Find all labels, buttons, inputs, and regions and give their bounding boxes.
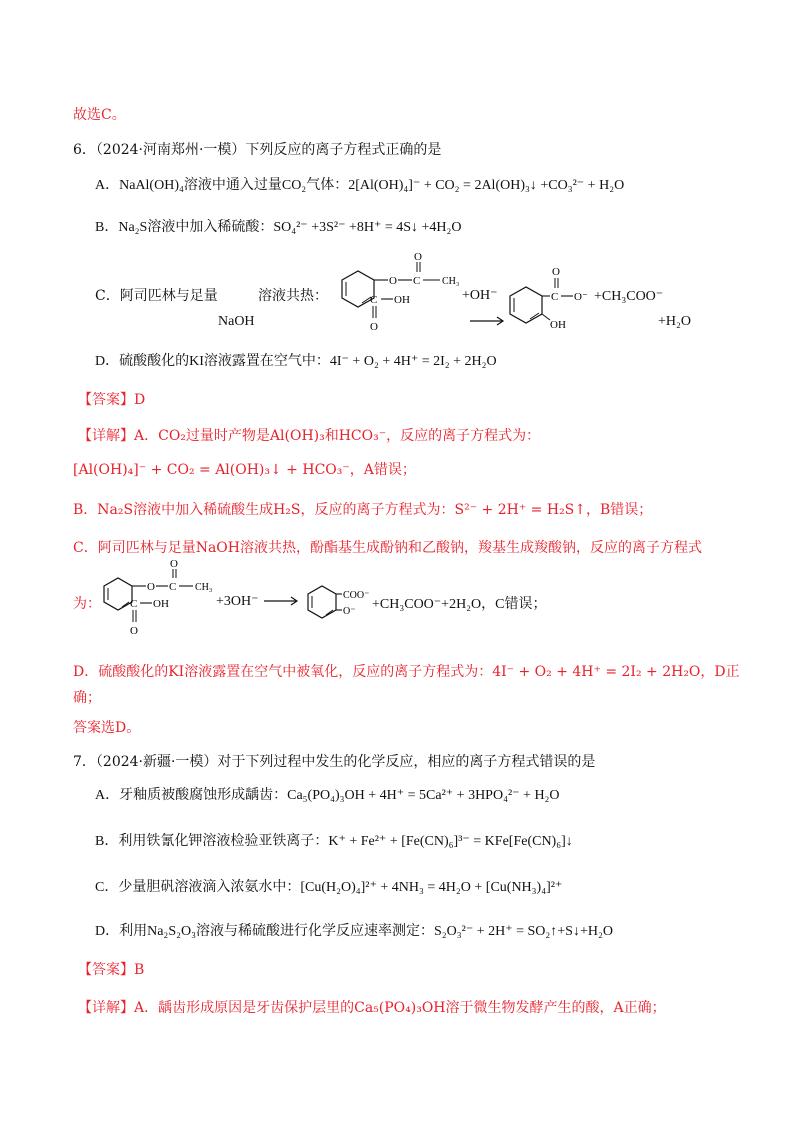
text-line: 故选C。: [73, 107, 126, 123]
salicylate-product-structure: [500, 262, 600, 334]
struct-o3: O: [130, 625, 138, 637]
aspirin-structure: [322, 250, 462, 340]
struct-ch3: CH₃: [195, 582, 213, 593]
q7-option-c: C．少量胆矾溶液滴入浓氨水中：[Cu(H₂O)₄]²⁺ + 4NH₃ = 4H₂O + [Cu(NH₃)₄]²⁺: [95, 880, 563, 895]
answer-select: 答案选D。: [73, 720, 141, 736]
struct-o-minus: O⁻: [574, 291, 588, 303]
q7-option-b: B．利用铁氰化钾溶液检验亚铁离子：K⁺ + Fe²⁺ + [Fe(CN)₆]³⁻ = KFe[Fe(CN)₆]↓: [95, 834, 573, 849]
struct-c: C: [169, 581, 177, 593]
option-c-label: C．阿司匹林与足量: [95, 288, 218, 304]
detail-6-c: C．阿司匹林与足量NaOH溶液共热，酚酯基生成酚钠和乙酸钠，羧基生成羧酸钠，反应的离子方程式: [73, 540, 702, 556]
struct-c2: C: [130, 598, 138, 610]
detail-6-a-equation: [Al(OH)₄]⁻ + CO₂ = Al(OH)₃↓ + HCO₃⁻，A错误；: [73, 462, 416, 478]
struct-o: O: [552, 266, 560, 278]
struct-ch3: CH₃: [442, 276, 460, 287]
answer-7: 【答案】B: [78, 962, 145, 978]
detail-6-c-products-text: +CH₃COO⁻+2H₂O，C错误；: [372, 597, 547, 612]
question-7-title: 7．（2024·新疆·一模）对于下列过程中发生的化学反应，相应的离子方程式错误的是: [73, 754, 596, 770]
detail-6-c-prefix: 为：: [73, 596, 101, 612]
detail-6-b: B．Na₂S溶液中加入稀硫酸生成H₂S，反应的离子方程式为：S²⁻ + 2H⁺ = H₂S↑，B错误；: [73, 502, 653, 518]
struct-oh: OH: [550, 319, 566, 331]
struct-coo-minus: COO⁻: [343, 590, 370, 601]
struct-oh: OH: [394, 294, 410, 306]
option-b: B．Na₂S溶液中加入稀硫酸：SO₄²⁻ +3S²⁻ +8H⁺ = 4S↓ +4H₂O: [95, 220, 462, 235]
struct-oh: OH: [153, 598, 169, 610]
struct-o2: O: [170, 558, 178, 570]
detail-6-c-products: [372, 594, 547, 615]
detail-6-a: 【详解】A．CO₂过量时产物是Al(OH)₃和HCO₃⁻，反应的离子方程式为：: [78, 428, 541, 444]
option-c-naoh: NaOH: [218, 314, 255, 329]
detail-6-d-cont: 确；: [73, 690, 101, 706]
detail-product-structure: [302, 576, 372, 626]
option-d: D．硫酸酸化的KI溶液露置在空气中：4I⁻ + O₂ + 4H⁺ = 2I₂ + 2H₂O: [95, 354, 497, 369]
struct-o3: O: [370, 321, 378, 333]
option-c-water: +H₂O: [658, 314, 691, 329]
struct-c: C: [551, 291, 559, 303]
answer-6: 【答案】D: [78, 392, 146, 408]
option-c-mid: 溶液共热：: [258, 288, 328, 304]
struct-o: O: [389, 275, 397, 287]
detail-aspirin-structure: [96, 558, 218, 642]
option-c-oh: +OH⁻: [462, 288, 498, 303]
option-a: A．NaAl(OH)₄溶液中通入过量CO₂气体：2[Al(OH)₄]⁻ + CO₂ = 2Al(OH)₃↓ +CO₃²⁻ + H₂O: [95, 178, 625, 193]
struct-o2: O: [414, 251, 422, 263]
struct-o-minus: O⁻: [343, 606, 356, 617]
detail-7-a: 【详解】A．龋齿形成原因是牙齿保护层里的Ca₅(PO₄)₃OH溶于微生物发酵产生的酸，A正确；: [78, 1000, 666, 1016]
question-6-title: 6．（2024·河南郑州·一模）下列反应的离子方程式正确的是: [73, 142, 442, 158]
q7-option-a: A．牙釉质被酸腐蚀形成龋齿：Ca₅(PO₄)₃OH + 4H⁺ = 5Ca²⁺ + 3HPO₄²⁻ + H₂O: [95, 788, 560, 803]
option-c-product-ion: +CH₃COO⁻: [594, 289, 664, 304]
detail-6-d: D．硫酸酸化的KI溶液露置在空气中被氧化，反应的离子方程式为：4I⁻ + O₂ + 4H⁺ = 2I₂ + 2H₂O，D正: [73, 664, 740, 680]
struct-o: O: [147, 581, 155, 593]
detail-6-c-oh: +3OH⁻: [216, 594, 259, 609]
struct-c2: C: [370, 294, 378, 306]
q7-option-d: D．利用Na₂S₂O₃溶液与稀硫酸进行化学反应速率测定：S₂O₃²⁻ + 2H⁺ = SO₂↑+S↓+H₂O: [95, 924, 613, 939]
struct-c: C: [413, 275, 421, 287]
detail-reaction-arrow: [264, 596, 300, 606]
